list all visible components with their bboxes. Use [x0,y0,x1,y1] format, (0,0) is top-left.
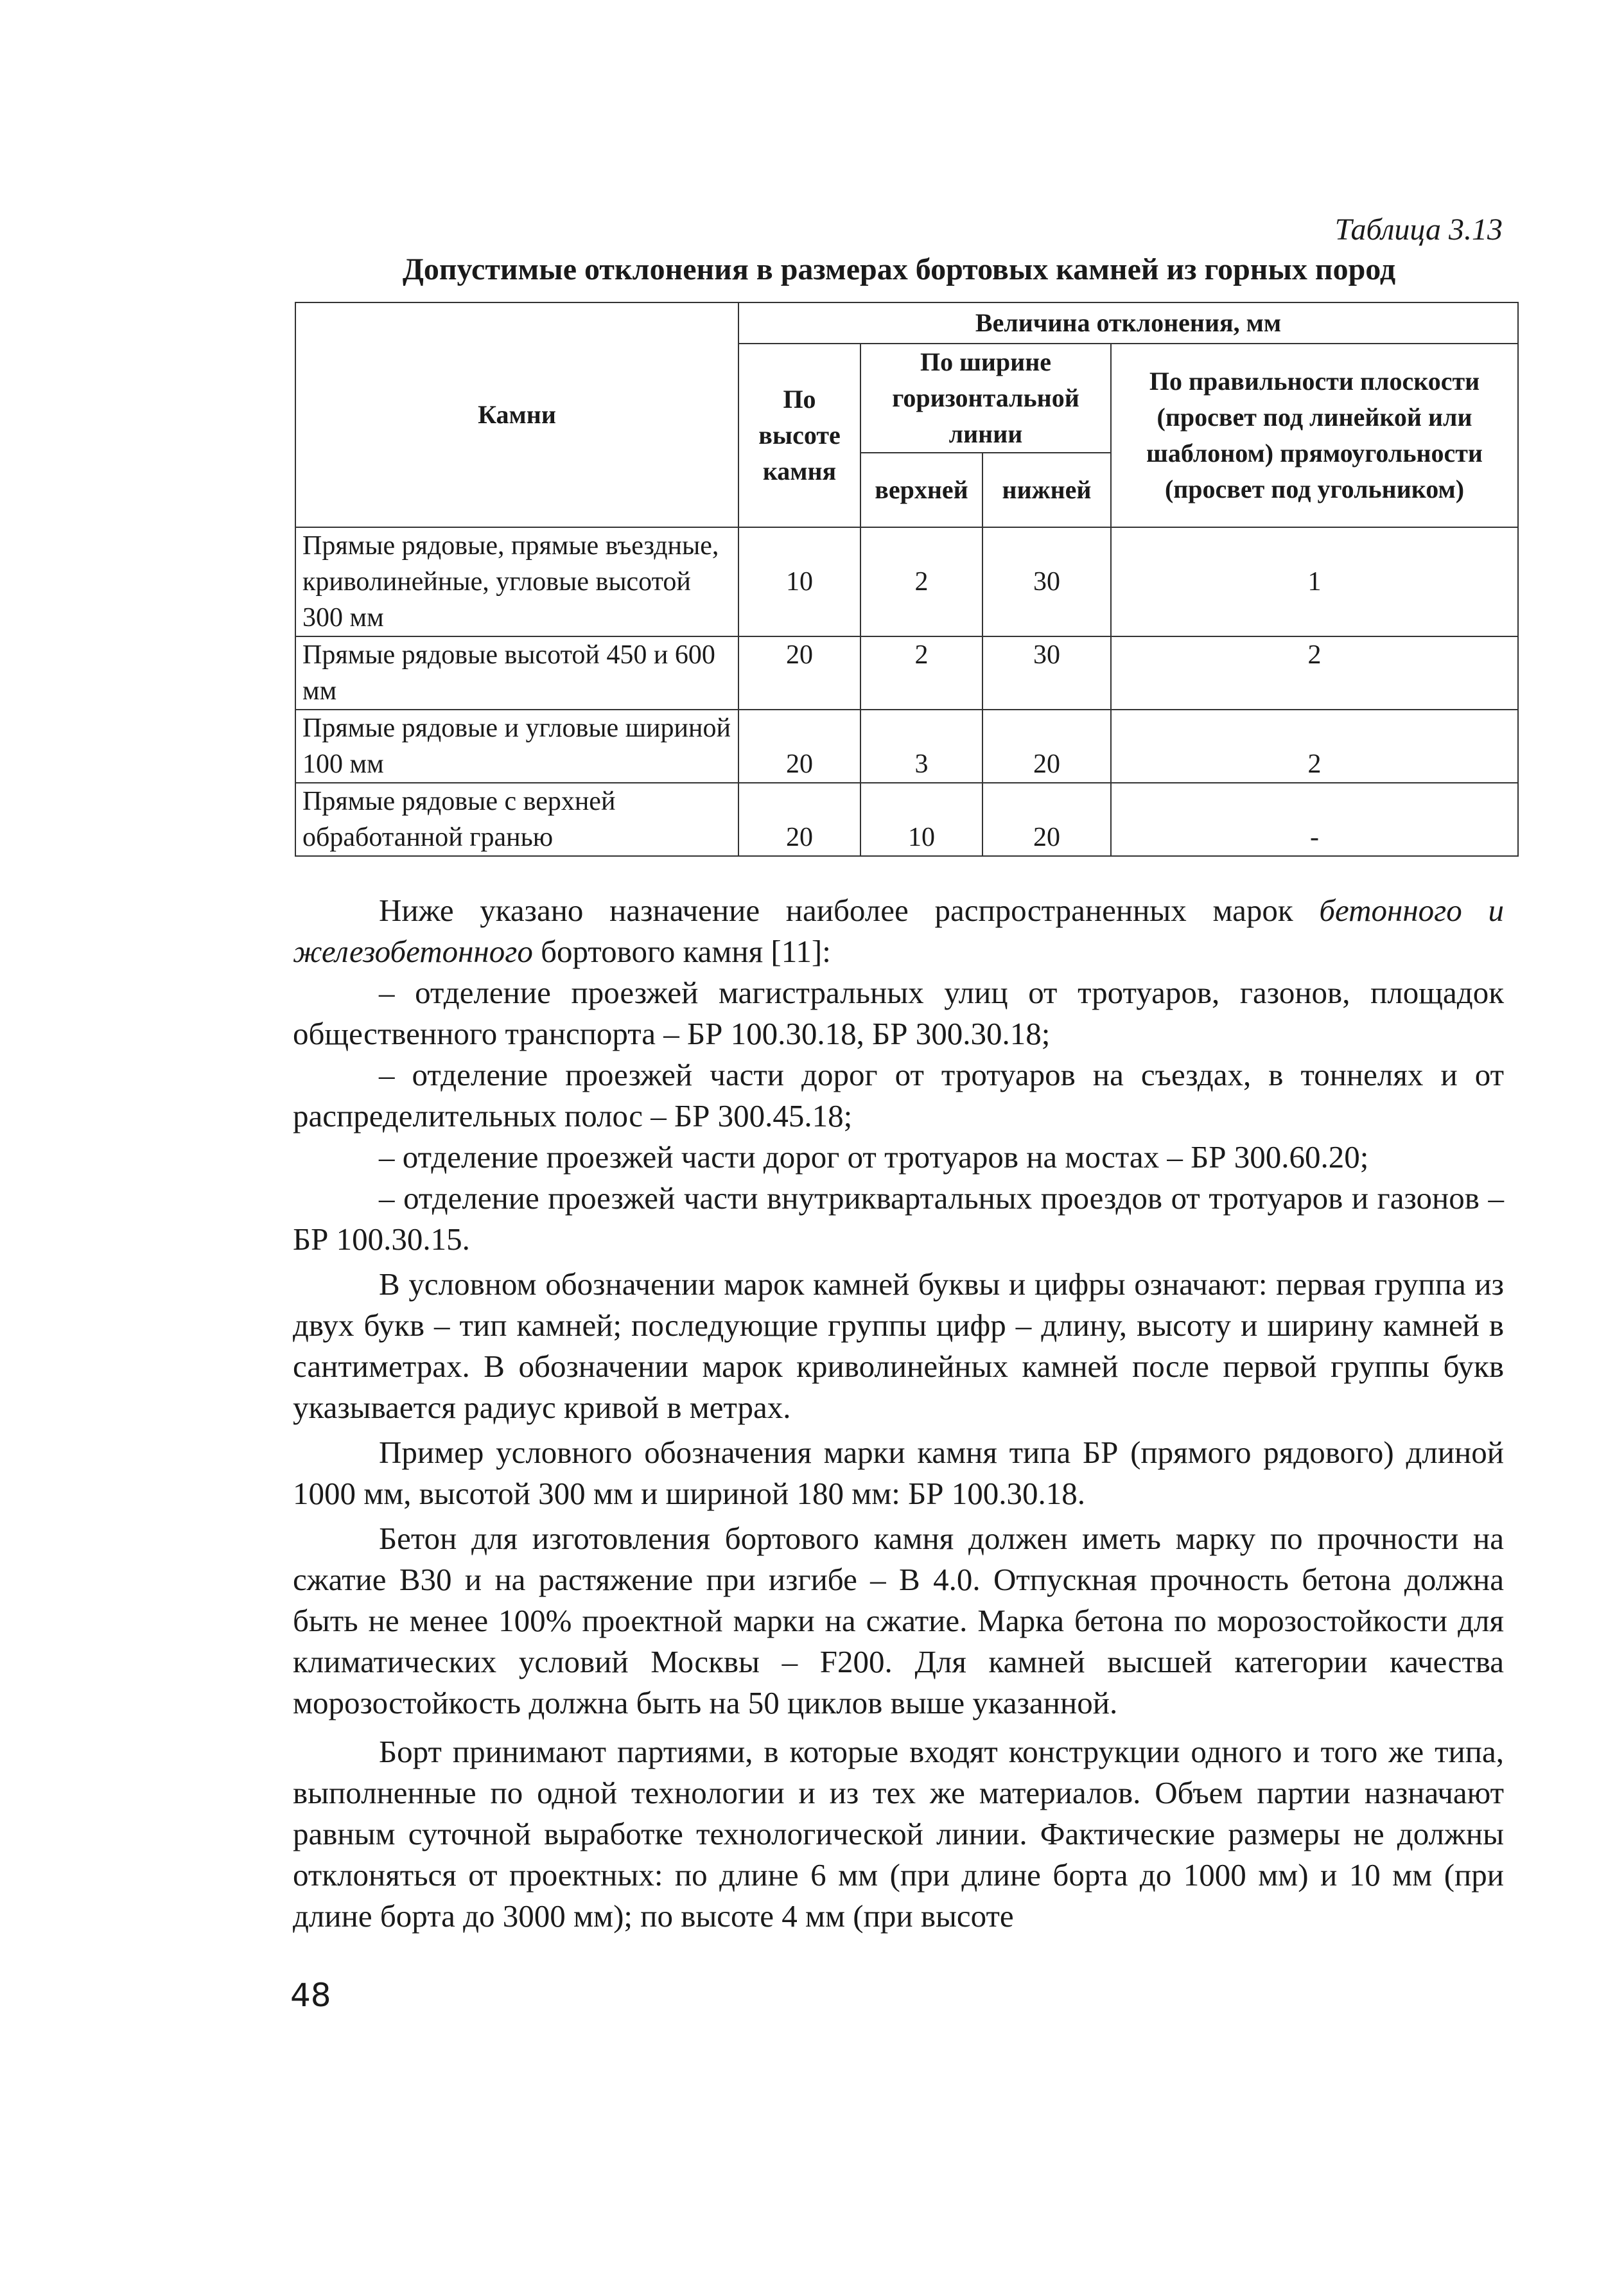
cell-height: 10 [738,527,860,636]
cell-lower: 20 [982,783,1111,856]
table-row [295,710,1518,783]
cell-flatness: - [1111,783,1518,856]
concrete-paragraph: Бетон для изготовления бортового камня должен иметь марку по прочности на сжатие В30 и на растяжение при изгибе – В 4.0. Отпускная прочность бетона должна быть не менее 100% проектной марки на сжатие. Марка бетона по морозостойкости для климатических условий Москвы – F200. Для камней высшей категории качества морозостойкость должна быть на 50 циклов выше указанной. [293,1521,1504,1720]
list-item: – отделение проезжей части внутриквартальных проездов от тротуаров и газонов – БР 100.30.15. [293,1180,1504,1257]
cell-stone: Прямые рядовые и угловые шириной 100 мм [295,710,738,783]
table-row [295,783,1518,856]
example-paragraph: Пример условного обозначения марки камня типа БР (прямого рядового) длиной 1000 мм, высотой 300 мм и шириной 180 мм: БР 100.30.18. [293,1435,1504,1511]
notation-paragraph: В условном обозначении марок камней буквы и цифры означают: первая группа из двух букв – тип камней; последующие группы цифр – длину, высоту и ширину камней в сантиметрах. В обозначении марок криволинейных камней после первой группы букв указывается радиус кривой в метрах. [293,1266,1504,1425]
table-caption: Таблица 3.13 [1334,213,1503,247]
header-upper: верхней [860,453,982,527]
cell-upper: 2 [860,527,982,636]
table-title: Допустимые отклонения в размерах бортовых камней из горных пород [402,252,1396,286]
cell-height: 20 [738,636,860,710]
cell-lower: 20 [982,710,1111,783]
table-row [295,527,1518,636]
header-height: По высоте камня [738,344,860,527]
deviation-table [295,302,1519,857]
batch-paragraph: Борт принимают партиями, в которые входят конструкции одного и того же типа, выполненные по одной технологии и из тех же материалов. Объем партии назначают равным суточной выработке технологической линии. Фактические размеры не должны отклоняться от проектных: по длине 6 мм (при длине борта до 1000 мм) и 10 мм (при длине борта до 3000 мм); по высоте 4 мм (при высоте [293,1734,1504,1934]
cell-flatness: 2 [1111,636,1518,710]
list-item: – отделение проезжей части дорог от тротуаров на мостах – БР 300.60.20; [379,1139,1369,1175]
cell-stone: Прямые рядовые высотой 450 и 600 мм [295,636,738,710]
header-stones: Камни [295,302,738,527]
header-flatness: По правильности плоскости (просвет под линейкой или шаблоном) прямоугольности (просвет под угольником) [1111,344,1518,527]
list-item: – отделение проезжей магистральных улиц от тротуаров, газонов, площадок общественного транспорта – БР 100.30.18, БР 300.30.18; [293,975,1504,1051]
cell-upper: 2 [860,636,982,710]
cell-stone: Прямые рядовые с верхней обработанной гранью [295,783,738,856]
italic-term: бетонного и железобетонного [293,893,1504,969]
cell-lower: 30 [982,527,1111,636]
cell-height: 20 [738,710,860,783]
cell-upper: 10 [860,783,982,856]
list-item: – отделение проезжей части дорог от тротуаров на съездах, в тоннелях и от распределительных полос – БР 300.45.18; [293,1057,1504,1133]
header-lower: нижней [982,453,1111,527]
cell-flatness: 1 [1111,527,1518,636]
page-number: 48 [290,1977,331,2014]
body-text [293,890,1504,1937]
table-row [295,636,1518,710]
header-deviation: Величина отклонения, мм [738,302,1518,344]
cell-lower: 30 [982,636,1111,710]
cell-upper: 3 [860,710,982,783]
cell-flatness: 2 [1111,710,1518,783]
intro-paragraph: Ниже указано назначение наиболее распространенных марок бетонного и железобетонного бортового камня [11]: [293,893,1504,969]
header-width: По ширине горизонтальной линии [860,344,1111,453]
cell-stone: Прямые рядовые, прямые въездные, криволинейные, угловые высотой 300 мм [295,527,738,636]
cell-height: 20 [738,783,860,856]
